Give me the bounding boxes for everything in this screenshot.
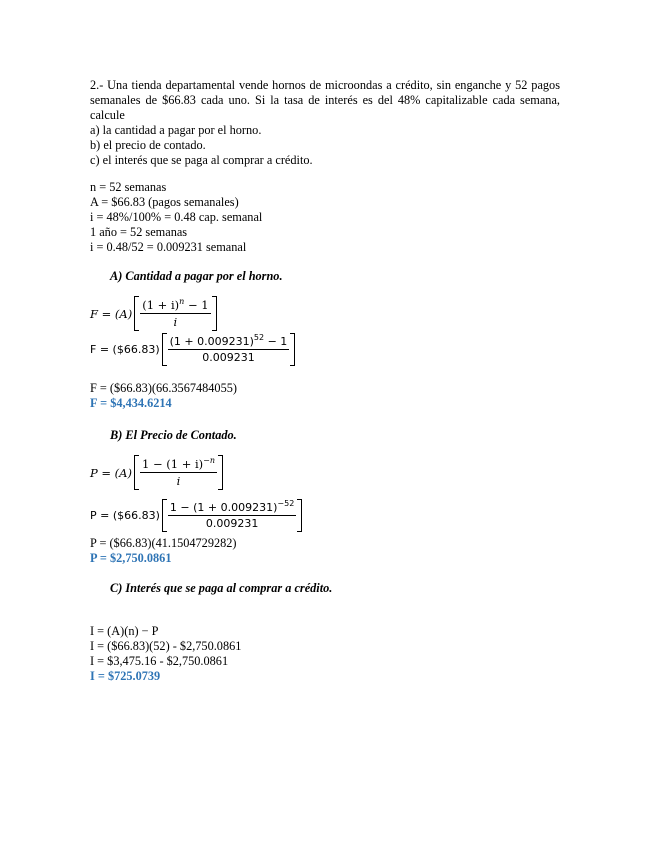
calculation-line: P = ($66.83)(41.1504729282) xyxy=(90,536,237,550)
formula-bracket xyxy=(134,296,216,331)
formula-future-value-general xyxy=(90,296,217,331)
given-line: 1 año = 52 semanas xyxy=(90,225,188,239)
formula-bracket xyxy=(162,499,302,532)
given-line: i = 0.48/52 = 0.009231 semanal xyxy=(90,240,247,254)
formula-lhs: F = ($66.83) xyxy=(90,343,160,356)
fraction-denominator: 0.009231 xyxy=(202,351,255,364)
section-b-results xyxy=(90,536,560,566)
given-line: A = $66.83 (pagos semanales) xyxy=(90,195,239,209)
question-a: a) la cantidad a pagar por el horno. xyxy=(90,123,262,137)
section-c-results xyxy=(90,624,560,684)
calculation-line: I = ($66.83)(52) - $2,750.0861 xyxy=(90,639,242,653)
formula-present-value-substituted xyxy=(90,499,302,532)
fraction-numerator: $(1 + i)^n - 1$ xyxy=(142,297,209,312)
given-line: n = 52 semanas xyxy=(90,180,167,194)
fraction-denominator: 0.009231 xyxy=(205,517,259,530)
fraction-denominator: i xyxy=(173,315,178,329)
section-a-heading: A) Cantidad a pagar por el horno. xyxy=(110,269,283,283)
section-b-heading: B) El Precio de Contado. xyxy=(110,428,237,442)
fraction xyxy=(168,335,290,364)
question-c: c) el interés que se paga al comprar a crédito. xyxy=(90,153,313,167)
fraction-numerator: $1 - (1 + 0.009231)^{-52}$ xyxy=(169,499,295,514)
fraction xyxy=(168,501,296,530)
formula-future-value-substituted xyxy=(90,333,295,366)
calculation-line: I = $3,475.16 - $2,750.0861 xyxy=(90,654,229,668)
question-b: b) el precio de contado. xyxy=(90,138,206,152)
givens-list xyxy=(90,180,560,255)
problem-statement xyxy=(90,78,560,168)
fraction-denominator: i xyxy=(176,474,181,488)
fraction xyxy=(140,298,210,329)
result-present-value: P = $2,750.0861 xyxy=(90,551,172,565)
formula-lhs: P = (A) xyxy=(90,465,132,480)
fraction xyxy=(140,457,217,488)
result-interest: I = $725.0739 xyxy=(90,669,161,683)
problem-line: calcule xyxy=(90,108,125,122)
fraction-numerator: $(1 + 0.009231)^{52} - 1$ xyxy=(169,333,288,348)
section-c-heading: C) Interés que se paga al comprar a crédito. xyxy=(110,581,333,595)
formula-bracket xyxy=(162,333,296,366)
section-a-results xyxy=(90,381,560,411)
formula-bracket xyxy=(134,455,223,490)
problem-line: 2.- Una tienda departamental vende hornos de microondas a crédito, sin enganche y 52 pagos xyxy=(90,78,560,92)
problem-line: semanales de $66.83 cada uno. Si la tasa de interés es del 48% capitalizable cada semana, xyxy=(90,93,560,107)
formula-lhs: P = ($66.83) xyxy=(90,509,160,522)
formula-lhs: F = (A) xyxy=(90,306,133,321)
calculation-line: F = ($66.83)(66.3567484055) xyxy=(90,381,237,395)
given-line: i = 48%/100% = 0.48 cap. semanal xyxy=(90,210,263,224)
result-future-value: F = $4,434.6214 xyxy=(90,396,172,410)
formula-present-value-general xyxy=(90,455,223,490)
fraction-numerator: $1 - (1 + i)^{-n}$ xyxy=(141,456,216,471)
calculation-line: I = (A)(n) − P xyxy=(90,624,159,638)
